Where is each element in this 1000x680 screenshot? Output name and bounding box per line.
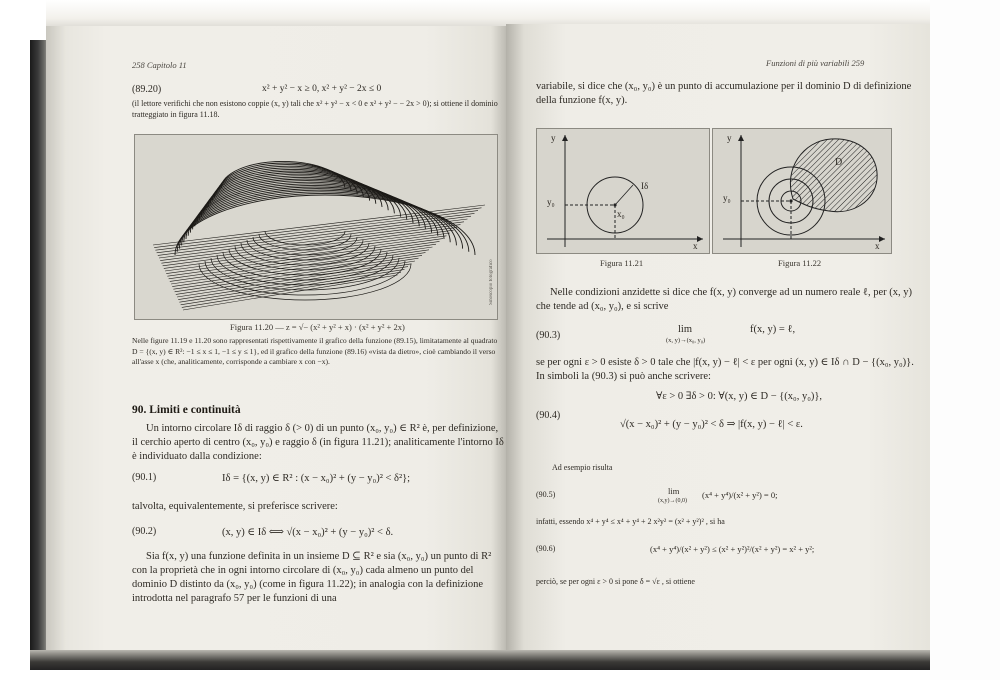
equation-90-5-subscript: (x,y)→(0,0) [658, 498, 687, 504]
equation-90-4-line2: √(x − x₀)² + (y − y₀)² < δ ⇒ |f(x, y) − ℓ| < ε. [620, 419, 803, 430]
equation-90-3: f(x, y) = ℓ, [750, 324, 796, 335]
figure-11-22-caption: Figura 11.22 [778, 258, 822, 268]
small-paragraph: Nelle figure 11.19 e 11.20 sono rappresentati rispettivamente il grafico della funzione (89.15), limitatamente al quadrato D = {(x, y) ∈ R²: −1 ≤ x ≤ 1, −1 ≤ y ≤ 1}, ed il grafico della funzione (89.16) «vista da dietro», cioè cambiando il verso all'asse x (che, analiticamente, corrisponde a cambiare x con −x). [132, 336, 498, 366]
equation-90-1: Iδ = {(x, y) ∈ R² : (x − x₀)² + (y − y₀)² < δ²}; [222, 473, 411, 484]
figure-11-21-caption: Figura 11.21 [600, 258, 644, 268]
section-heading: 90. Limiti e continuità [132, 404, 241, 416]
note-paragraph: (il lettore verifichi che non esistono coppie (x, y) tali che x² + y² − x < 0 e x² + y² − − 2x > 0); si ottiene il dominio tratteggiato in figura 11.18. [132, 99, 498, 119]
equation-number-90-5: (90.5) [536, 490, 556, 499]
equation-90-3-lim: lim [678, 324, 693, 335]
equation-number-90-2: (90.2) [132, 526, 157, 537]
fig22-y-label: y [727, 133, 732, 143]
paragraph-infatti: infatti, essendo x⁴ + y⁴ ≤ x⁴ + y⁴ + 2 x²y² = (x² + y²)² , si ha [536, 517, 725, 526]
figure-11-22 [712, 128, 892, 254]
right-page [506, 24, 930, 666]
figure-11-21-graphic [537, 129, 709, 253]
equation-number-90-1: (90.1) [132, 472, 157, 483]
scan-bottom-band [30, 650, 930, 670]
left-page [46, 26, 506, 666]
paragraph-definizione: Sia f(x, y) una funzione definita in un insieme D ⊆ R² e sia (x₀, y₀) un punto di R² con la proprietà che in ogni intorno circolare di (x₀, y₀) cada almeno un punto del dominio D distinto da (x₀, y₀) (come in figura 11.22); in analogia con la definizione introdotta nel paragrafo 57 per le funzioni di una [132, 551, 492, 604]
example-intro: Ad esempio risulta [552, 463, 613, 472]
paragraph-intorno: Un intorno circolare Iδ di raggio δ (> 0) di un punto (x₀, y₀) ∈ R² è, per definizione, il cerchio aperto di centro (x₀, y₀) e raggio δ (in figura 11.21); analiticamente l'intorno Iδ è individuato dalla condizione: [132, 423, 504, 462]
equation-90-6: (x⁴ + y⁴)/(x² + y²) ≤ (x² + y²)²/(x² + y²) = x² + y²; [650, 544, 815, 554]
equation-number-90-4: (90.4) [536, 410, 561, 421]
figure-11-20-caption: Figura 11.20 — z = √− (x² + y² + x) · (x² + y² + 2x) [230, 322, 405, 332]
paragraph-talvolta: talvolta, equivalentemente, si preferisce scrivere: [132, 501, 338, 512]
paragraph-accumulazione: variabile, si dice che (x₀, y₀) è un punto di accumulazione per il dominio D di definizione della funzione f(x, y). [536, 81, 912, 106]
fig21-y0-label: y₀ [547, 197, 555, 207]
fig22-x-label: x [875, 241, 880, 251]
left-page-header: 258 Capitolo 11 [132, 60, 187, 70]
fig21-y-label: y [551, 133, 556, 143]
fig21-x0-label: x₀ [617, 209, 625, 219]
fig21-i-label: Iδ [641, 181, 649, 191]
surface-plot-graphic [135, 135, 497, 319]
equation-90-5: (x⁴ + y⁴)/(x² + y²) = 0; [702, 490, 778, 500]
figure-11-22-graphic [713, 129, 891, 253]
equation-90-3-subscript: (x, y)→(x₀, y₀) [666, 337, 706, 344]
equation-90-2: (x, y) ∈ Iδ ⟺ √(x − x₀)² + (y − y₀)² < δ. [222, 527, 394, 538]
figure-side-label: Sinoscopio fotografico [489, 259, 494, 305]
figure-11-20 [134, 134, 498, 320]
paragraph-epsilon: se per ogni ε > 0 esiste δ > 0 tale che |f(x, y) − ℓ| < ε per ogni (x, y) ∈ Iδ ∩ D − {(x₀, y₀)}. In simboli la (90.3) si può anche scrivere: [536, 357, 914, 382]
equation-90-5-lim: lim [668, 486, 680, 496]
fig22-y0-label: y₀ [723, 193, 731, 203]
scan-background [930, 0, 1000, 680]
right-page-header: Funzioni di più variabili 259 [766, 58, 865, 68]
paragraph-percio: perciò, se per ogni ε > 0 si pone δ = √ε , si ottiene [536, 577, 695, 586]
equation-number-90-6: (90.6) [536, 544, 556, 553]
fig22-d-label: D [835, 157, 843, 168]
equation-number-90-3: (90.3) [536, 330, 561, 341]
figure-11-21 [536, 128, 710, 254]
fig21-x-label: x [693, 241, 698, 251]
equation-90-4-line1: ∀ε > 0 ∃δ > 0: ∀(x, y) ∈ D − {(x₀, y₀)}, [656, 391, 823, 402]
paragraph-converge: Nelle condizioni anzidette si dice che f(x, y) converge ad un numero reale ℓ, per (x, y) che tende ad (x₀, y₀), e si scrive [536, 287, 912, 312]
equation-89-20: x² + y² − x ≥ 0, x² + y² − 2x ≤ 0 [262, 84, 382, 94]
equation-number-89-20: (89.20) [132, 84, 162, 95]
